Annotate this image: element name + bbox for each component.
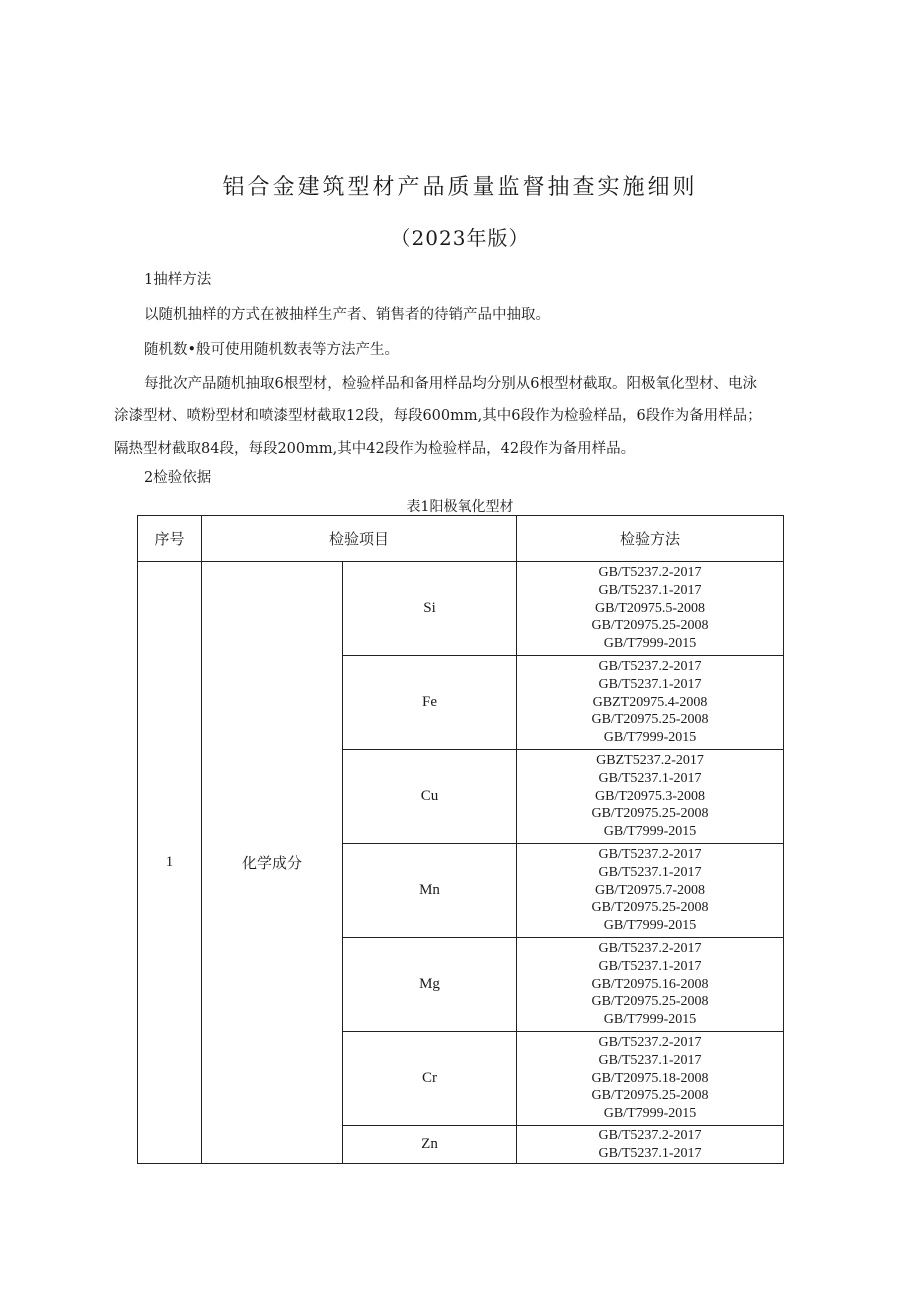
document-subtitle: （2023年版） xyxy=(390,226,530,250)
element-cell: Si xyxy=(343,562,517,656)
method-standard: GB/T5237.2-2017 xyxy=(598,659,702,674)
method-standard: GB/T20975.5-2008 xyxy=(594,600,706,616)
method-standard: GBZT20975.4-2008 xyxy=(592,694,708,710)
header-method: 检验方法 xyxy=(517,516,784,562)
method-standard: GB/T5237.2-2017 xyxy=(598,941,702,956)
method-standard: GB/T5237.2-2017 xyxy=(598,1035,702,1050)
method-standard: GB/T5237.2-2017 xyxy=(598,1127,702,1143)
method-standard: GB/T7999-2015 xyxy=(603,918,697,934)
method-standard: GB/T5237.1-2017 xyxy=(598,582,702,598)
method-standard: GB/T20975.3-2008 xyxy=(594,788,706,804)
header-item: 检验项目 xyxy=(202,516,517,562)
section1-paragraph-3-line-2: 涂漆型材、喷粉型材和喷漆型材截取12段，每段600mm,其中6段作为检验样品，6段作为备用样品； xyxy=(114,408,762,424)
method-standard: GB/T7999-2015 xyxy=(603,730,697,746)
method-cell xyxy=(517,750,784,844)
row-seq: 1 xyxy=(138,562,202,1164)
section1-heading: 1抽样方法 xyxy=(144,272,212,288)
method-cell xyxy=(517,656,784,750)
table-body xyxy=(138,562,784,1164)
table-row xyxy=(138,562,784,656)
method-standard: GB/T5237.1-2017 xyxy=(598,864,702,880)
method-standard: GBZT5237.2-2017 xyxy=(596,753,704,768)
element-cell: Fe xyxy=(343,656,517,750)
method-standard: GB/T5237.1-2017 xyxy=(598,676,702,692)
table-header-row xyxy=(138,516,784,562)
element-cell: Mn xyxy=(343,844,517,938)
method-cell xyxy=(517,562,784,656)
table-caption: 表1阳极氧化型材 xyxy=(406,499,514,515)
section1-paragraph-2: 随机数•般可使用随机数表等方法产生。 xyxy=(144,342,400,358)
method-standard: GB/T7999-2015 xyxy=(603,1012,697,1028)
method-standard: GB/T7999-2015 xyxy=(603,824,697,840)
method-cell xyxy=(517,938,784,1032)
method-cell xyxy=(517,1032,784,1126)
method-standard: GB/T20975.25-2008 xyxy=(591,1088,709,1104)
method-standard: GB/T20975.25-2008 xyxy=(591,618,709,634)
method-standard: GB/T7999-2015 xyxy=(603,1106,697,1122)
document-title: 铝合金建筑型材产品质量监督抽查实施细则 xyxy=(222,175,698,200)
method-standard: GB/T20975.25-2008 xyxy=(591,994,709,1010)
method-standard: GB/T5237.1-2017 xyxy=(598,1145,702,1161)
method-standard: GB/T20975.16-2008 xyxy=(591,976,709,992)
method-cell xyxy=(517,844,784,938)
method-standard: GB/T20975.25-2008 xyxy=(591,712,709,728)
element-cell: Cr xyxy=(343,1032,517,1126)
method-standard: GB/T20975.7-2008 xyxy=(594,882,706,898)
method-standard: GB/T5237.2-2017 xyxy=(598,847,702,862)
section1-paragraph-3-line-1: 每批次产品随机抽取6根型材，检验样品和备用样品均分别从6根型材截取。阳极氧化型材、电泳 xyxy=(144,376,757,392)
element-cell: Cu xyxy=(343,750,517,844)
method-standard: GB/T20975.18-2008 xyxy=(591,1070,709,1086)
header-seq: 序号 xyxy=(138,516,202,562)
method-standard: GB/T20975.25-2008 xyxy=(591,806,709,822)
method-standard: GB/T5237.1-2017 xyxy=(598,1052,702,1068)
section2-heading: 2检验依据 xyxy=(144,470,212,486)
method-standard: GB/T5237.1-2017 xyxy=(598,958,702,974)
method-standard: GB/T7999-2015 xyxy=(603,636,697,652)
section1-paragraph-3-line-3: 隔热型材截取84段，每段200mm,其中42段作为检验样品，42段作为备用样品。 xyxy=(114,441,636,457)
method-standard: GB/T20975.25-2008 xyxy=(591,900,709,916)
section1-paragraph-1: 以随机抽样的方式在被抽样生产者、销售者的待销产品中抽取。 xyxy=(144,307,550,323)
method-standard: GB/T5237.2-2017 xyxy=(598,565,702,580)
element-cell: Zn xyxy=(343,1126,517,1164)
row-category: 化学成分 xyxy=(202,562,343,1164)
element-cell: Mg xyxy=(343,938,517,1032)
method-standard: GB/T5237.1-2017 xyxy=(598,770,702,786)
method-cell xyxy=(517,1126,784,1164)
inspection-table xyxy=(137,515,784,1164)
